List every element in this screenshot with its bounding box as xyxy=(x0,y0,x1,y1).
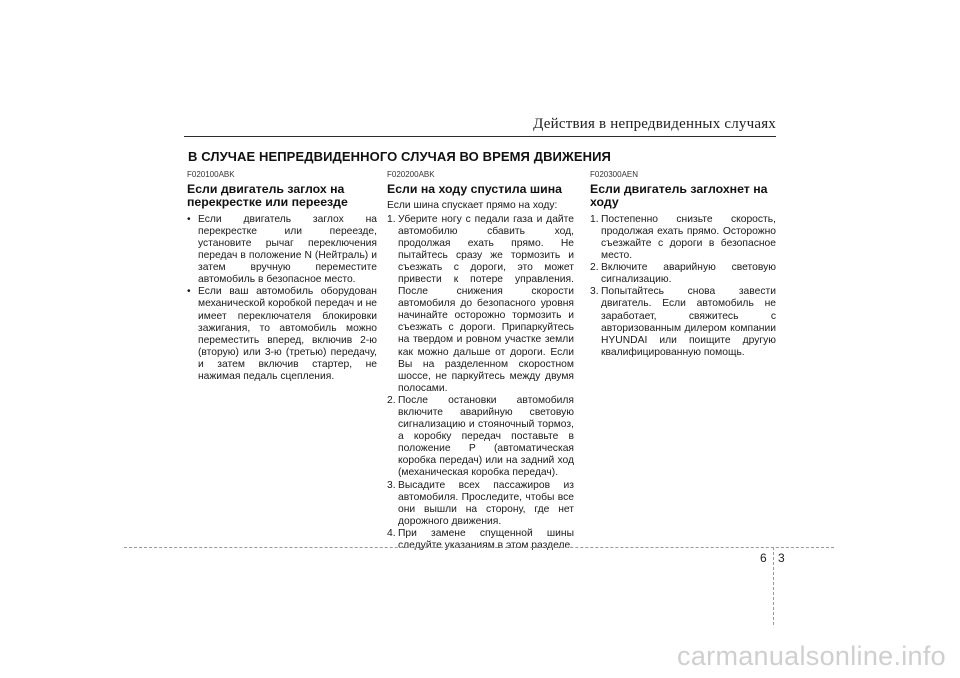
number-marker: 1. xyxy=(387,213,396,225)
subsection-heading: Если на ходу спустила шина xyxy=(387,182,562,196)
footer-divider xyxy=(124,547,834,548)
list-item xyxy=(387,395,574,480)
section-title: В СЛУЧАЕ НЕПРЕДВИДЕННОГО СЛУЧАЯ ВО ВРЕМЯ ДВИЖЕНИЯ xyxy=(188,149,612,164)
column-flat-tire xyxy=(387,170,574,552)
list-item-text: Высадите всех пассажиров из автомобиля. Проследите, чтобы все они вышли на сторону, где нет дорожного движения. xyxy=(398,479,574,527)
list-item-text: Постепенно снизьте скорость, продолжая ехать прямо. Осторожно съезжайте с дороги в безопасное место. xyxy=(601,213,776,262)
intro-text: Если шина спускает прямо на ходу: xyxy=(387,200,558,212)
header-divider xyxy=(184,136,776,137)
list-item-text: Если двигатель заглох на перекрестке или переезде, установите рычаг переключения передач в положение N (Нейтраль) и затем вручную переместите автомобиль в безопасное место. xyxy=(198,213,377,286)
list-item xyxy=(387,480,574,528)
bullet-marker: • xyxy=(187,286,191,298)
column-engine-stall-driving xyxy=(590,170,776,359)
list-item-text: При замене спущенной шины следуйте указаниям в этом разделе. xyxy=(398,527,574,552)
list-item xyxy=(590,214,776,262)
section-code: F020200ABK xyxy=(387,170,435,179)
list-item xyxy=(590,262,776,286)
section-code: F020300AEN xyxy=(590,170,639,179)
list-item-text: Уберите ногу с педали газа и дайте автомобилю сбавить ход, продолжая ехать прямо. Не пытайтесь сразу же тормозить и съезжать с дороги, это может привести к потере управления. После снижения скорости автомобиля до безопасного уровня начинайте осторожно тормозить и съезжать с дороги. Припаркуйтесь на твердом и ровном участке земли как можно дальше от дороги. Если Вы на разделенном скоростном шоссе, не паркуйтесь между двумя полосами. xyxy=(398,213,574,394)
number-marker: 2. xyxy=(387,394,396,406)
number-marker: 4. xyxy=(387,527,396,539)
column-engine-stall-crossing xyxy=(187,170,377,383)
number-marker: 2. xyxy=(590,262,599,274)
list-item-text: Включите аварийную световую сигнализацию. xyxy=(601,262,776,286)
number-marker: 3. xyxy=(590,286,599,298)
list-item-text: Если ваш автомобиль оборудован механической коробкой передач и не имеет переключателя блокировки зажигания, то автомобиль можно переместить вперед, включив 2-ю (вторую) или 3-ю (третью) передачу, и затем включив стартер, не нажимая педаль сцепления. xyxy=(198,286,377,383)
list-item xyxy=(187,286,377,383)
list-item-text: Попытайтесь снова завести двигатель. Если автомобиль не заработает, свяжитесь с авторизованным дилером компании HYUNDAI или поищите другую квалифицированную помощь. xyxy=(601,286,776,358)
number-marker: 3. xyxy=(387,479,396,491)
subsection-heading: Если двигатель заглох на перекрестке или переезде xyxy=(187,182,348,210)
page-header-title: Действия в непредвиденных случаях xyxy=(533,116,776,132)
watermark: carmanualsonline.info xyxy=(677,641,946,671)
list-item xyxy=(387,528,574,552)
list-item xyxy=(387,214,574,395)
page-number: 3 xyxy=(778,551,785,565)
section-code: F020100ABK xyxy=(187,170,235,179)
bullet-list xyxy=(187,214,377,383)
list-item xyxy=(187,214,377,287)
bullet-marker: • xyxy=(187,213,191,225)
subsection-heading: Если двигатель заглохнет на ходу xyxy=(590,182,768,210)
page-number-separator xyxy=(773,547,774,625)
numbered-list xyxy=(590,214,776,359)
chapter-number: 6 xyxy=(760,551,767,565)
list-item-text: После остановки автомобиля включите аварийную световую сигнализацию и стояночный тормоз, а коробку передач поставьте в положение P (автоматическая коробка передач) или на задний ход (механическая коробка передач). xyxy=(398,394,574,479)
number-marker: 1. xyxy=(590,213,599,225)
numbered-list xyxy=(387,214,574,553)
list-item xyxy=(590,286,776,359)
